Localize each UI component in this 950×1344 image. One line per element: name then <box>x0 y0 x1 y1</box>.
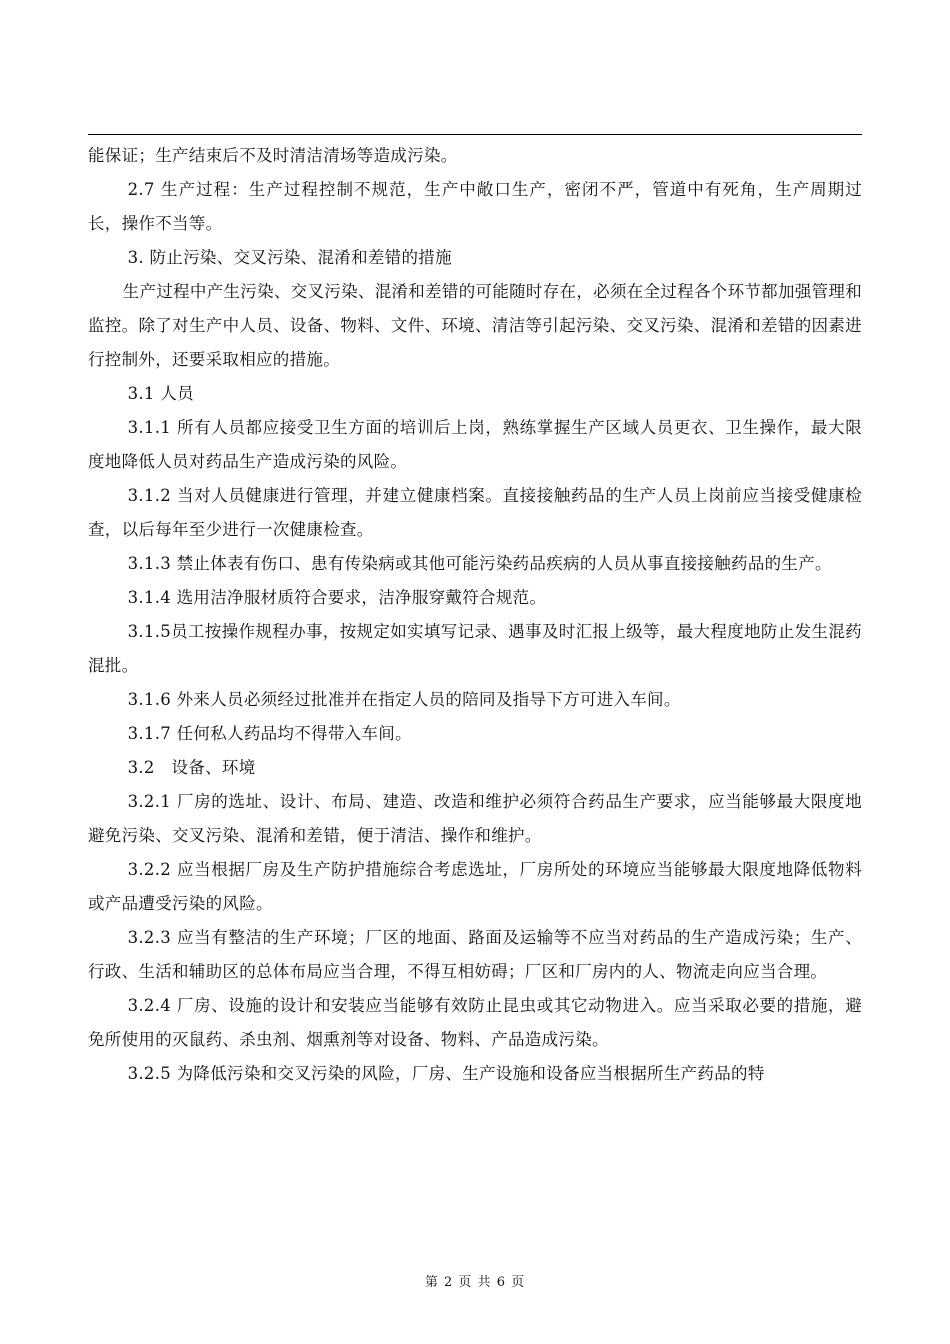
document-body <box>88 139 862 1091</box>
paragraph-3-1-7: 3.1.7 任何私人药品均不得带入车间。 <box>127 724 412 743</box>
paragraph-intro-3: 生产过程中产生污染、交叉污染、混淆和差错的可能随时存在，必须在全过程各个环节都加强管理和监控。除了对生产中人员、设备、物料、文件、环境、清洁等引起污染、交叉污染、混淆和差错的因素进行控制外，还要采取相应的措施。 <box>88 282 862 369</box>
paragraph-3-2-3: 3.2.3 应当有整洁的生产环境；厂区的地面、路面及运输等不应当对药品的生产造成污染；生产、行政、生活和辅助区的总体布局应当合理，不得互相妨碍；厂区和厂房内的人、物流走向应当合理。 <box>88 928 862 981</box>
heading-3: 3. 防止污染、交叉污染、混淆和差错的措施 <box>127 248 452 267</box>
paragraph-3-1-5: 3.1.5员工按操作规程办事，按规定如实填写记录、遇事及时汇报上级等，最大程度地防止发生混药混批。 <box>88 622 862 675</box>
paragraph-3-2-2: 3.2.2 应当根据厂房及生产防护措施综合考虑选址，厂房所处的环境应当能够最大限度地降低物料或产品遭受污染的风险。 <box>88 860 862 913</box>
paragraph-continuation: 能保证；生产结束后不及时清洁清场等造成污染。 <box>88 146 458 165</box>
paragraph-3-2-4: 3.2.4 厂房、设施的设计和安装应当能够有效防止昆虫或其它动物进入。应当采取必要的措施，避免所使用的灭鼠药、杀虫剂、烟熏剂等对设备、物料、产品造成污染。 <box>88 996 862 1049</box>
paragraph-3-1-3: 3.1.3 禁止体表有伤口、患有传染病或其他可能污染药品疾病的人员从事直接接触药品的生产。 <box>127 554 832 573</box>
paragraph-3-1-1: 3.1.1 所有人员都应接受卫生方面的培训后上岗，熟练掌握生产区域人员更衣、卫生操作，最大限度地降低人员对药品生产造成污染的风险。 <box>88 418 862 471</box>
paragraph-3-2-1: 3.2.1 厂房的选址、设计、布局、建造、改造和维护必须符合药品生产要求，应当能够最大限度地避免污染、交叉污染、混淆和差错，便于清洁、操作和维护。 <box>88 792 862 845</box>
heading-3-2: 3.2 设备、环境 <box>127 758 256 777</box>
paragraph-3-2-5: 3.2.5 为降低污染和交叉污染的风险，厂房、生产设施和设备应当根据所生产药品的特 <box>127 1064 765 1083</box>
page-footer: 第 2 页 共 6 页 <box>424 1275 526 1290</box>
header-rule <box>88 134 862 135</box>
paragraph-3-1-4: 3.1.4 选用洁净服材质符合要求，洁净服穿戴符合规范。 <box>127 588 547 607</box>
heading-3-1: 3.1 人员 <box>127 384 194 403</box>
paragraph-3-1-6: 3.1.6 外来人员必须经过批准并在指定人员的陪同及指导下方可进入车间。 <box>127 690 681 709</box>
paragraph-3-1-2: 3.1.2 当对人员健康进行管理，并建立健康档案。直接接触药品的生产人员上岗前应当接受健康检查，以后每年至少进行一次健康检查。 <box>88 486 862 539</box>
paragraph-2-7: 2.7 生产过程：生产过程控制不规范，生产中敞口生产，密闭不严，管道中有死角，生产周期过长，操作不当等。 <box>88 180 862 233</box>
